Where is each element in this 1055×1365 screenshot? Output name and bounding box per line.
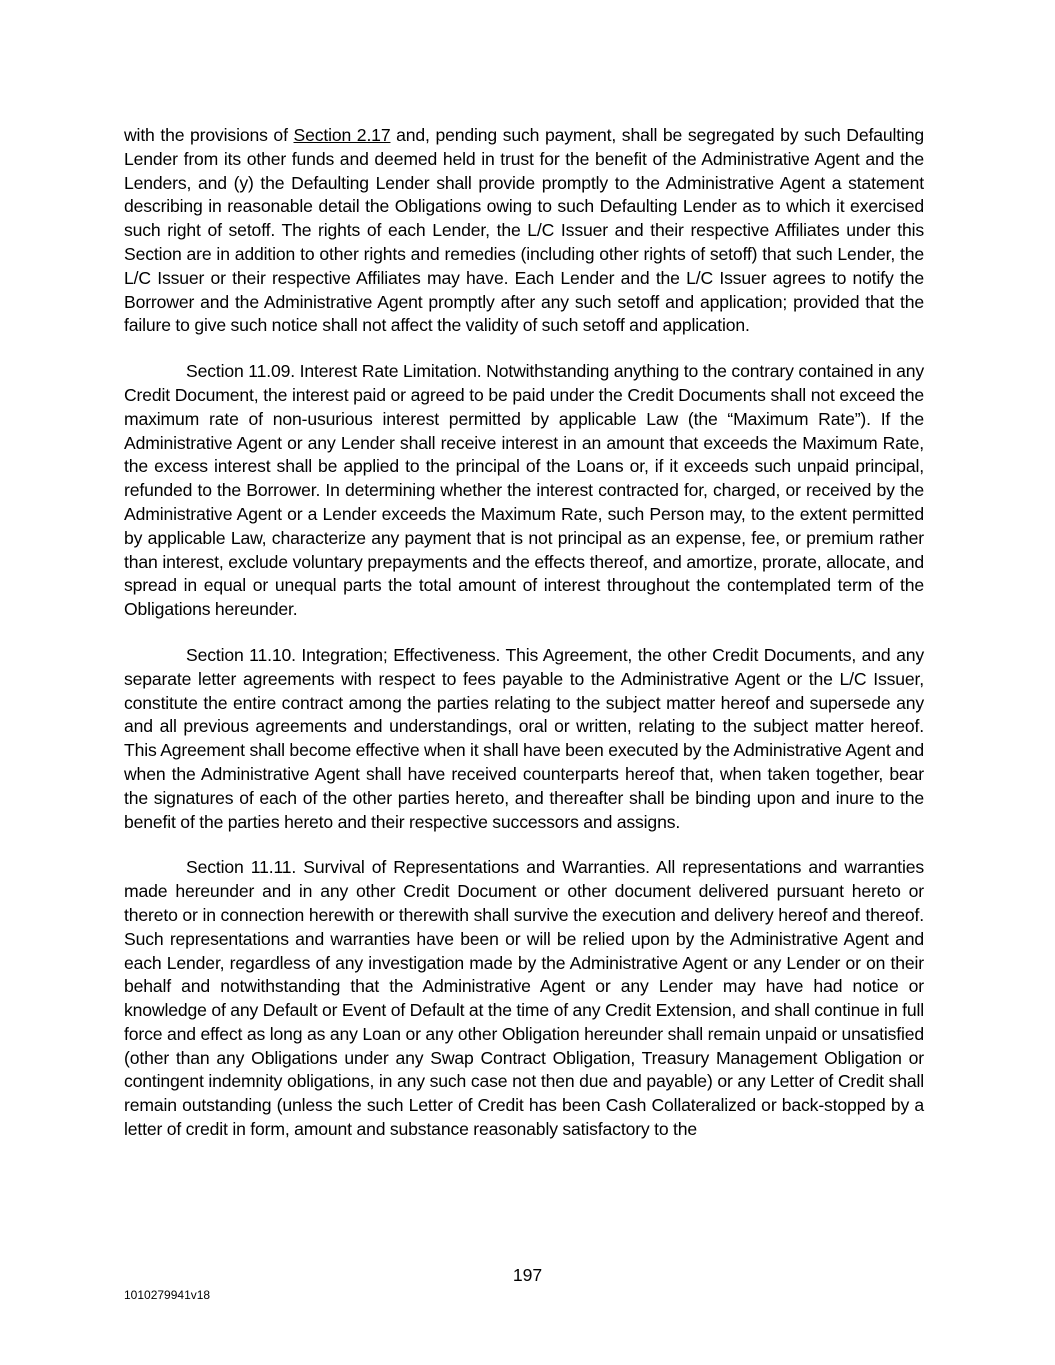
paragraph-continuation bbox=[124, 124, 924, 338]
paragraph-text: and, pending such payment, shall be segregated by such Defaulting Lender from its other funds and deemed held in trust for the benefit of the Administrative Agent and the Lenders, and (y) the Defaulting Lender shall provide promptly to the Administrative Agent a statement describing in reasonable detail the Obligations owing to such Defaulting Lender as to which it exercised such right of setoff. The rights of each Lender, the L/C Issuer and their respective Affiliates under this Section are in addition to other rights and remedies (including other rights of setoff) that such Lender, the L/C Issuer or their respective Affiliates may have. Each Lender and the L/C Issuer agrees to notify the Borrower and the Administrative Agent promptly after any such setoff and application; provided that the failure to give such notice shall not affect the validity of such setoff and application. bbox=[124, 125, 924, 336]
paragraph-lead: with the provisions of bbox=[124, 125, 294, 145]
paragraph-section-11-10: Section 11.10. Integration; Effectiveness. This Agreement, the other Credit Documents, and any separate letter agreements with respect to fees payable to the Administrative Agent or the L/C Issuer, constitute the entire contract among the parties relating to the subject matter hereof and supersede any and all previous agreements and understandings, oral or written, relating to the subject matter hereof. This Agreement shall become effective when it shall have been executed by the Administrative Agent and when the Administrative Agent shall have received counterparts hereof that, when taken together, bear the signatures of each of the other parties hereto, and thereafter shall be binding upon and inure to the benefit of the parties hereto and their respective successors and assigns. bbox=[124, 644, 924, 832]
page-number: 197 bbox=[512, 1265, 543, 1285]
paragraph-section-11-11: Section 11.11. Survival of Representations and Warranties. All representations and warranties made hereunder and in any other Credit Document or other document delivered pursuant hereto or thereto or in connection herewith or therewith shall survive the execution and delivery hereof and thereof. Such representations and warranties have been or will be relied upon by the Administrative Agent and each Lender, regardless of any investigation made by the Administrative Agent or any Lender or on their behalf and notwithstanding that the Administrative Agent or any Lender may have had notice or knowledge of any Default or Event of Default at the time of any Credit Extension, and shall continue in full force and effect as long as any Loan or any other Obligation hereunder shall remain unpaid or unsatisfied (other than any Obligations under any Swap Contract Obligation, Treasury Management Obligation or contingent indemnity obligations, in any such case not then due and payable) or any Letter of Credit shall remain outstanding (unless the such Letter of Credit has been Cash Collateralized or back-stopped by a letter of credit in form, amount and substance reasonably satisfactory to the bbox=[124, 857, 924, 1140]
document-body bbox=[124, 124, 924, 1164]
paragraph-section-11-09: Section 11.09. Interest Rate Limitation. Notwithstanding anything to the contrary contained in any Credit Document, the interest paid or agreed to be paid under the Credit Documents shall not exceed the maximum rate of non-usurious interest permitted by applicable Law (the “Maximum Rate”). If the Administrative Agent or any Lender shall receive interest in an amount that exceeds the Maximum Rate, the excess interest shall be applied to the principal of the Loans or, if it exceeds such unpaid principal, refunded to the Borrower. In determining whether the interest contracted for, charged, or received by the Administrative Agent or a Lender exceeds the Maximum Rate, such Person may, to the extent permitted by applicable Law, characterize any payment that is not principal as an expense, fee, or premium rather than interest, exclude voluntary prepayments and the effects thereof, and amortize, prorate, allocate, and spread in equal or unequal parts the total amount of interest throughout the contemplated term of the Obligations hereunder. bbox=[124, 361, 924, 620]
document-id: 1010279941v18 bbox=[124, 1288, 211, 1302]
section-reference-link: Section 2.17 bbox=[293, 125, 391, 145]
